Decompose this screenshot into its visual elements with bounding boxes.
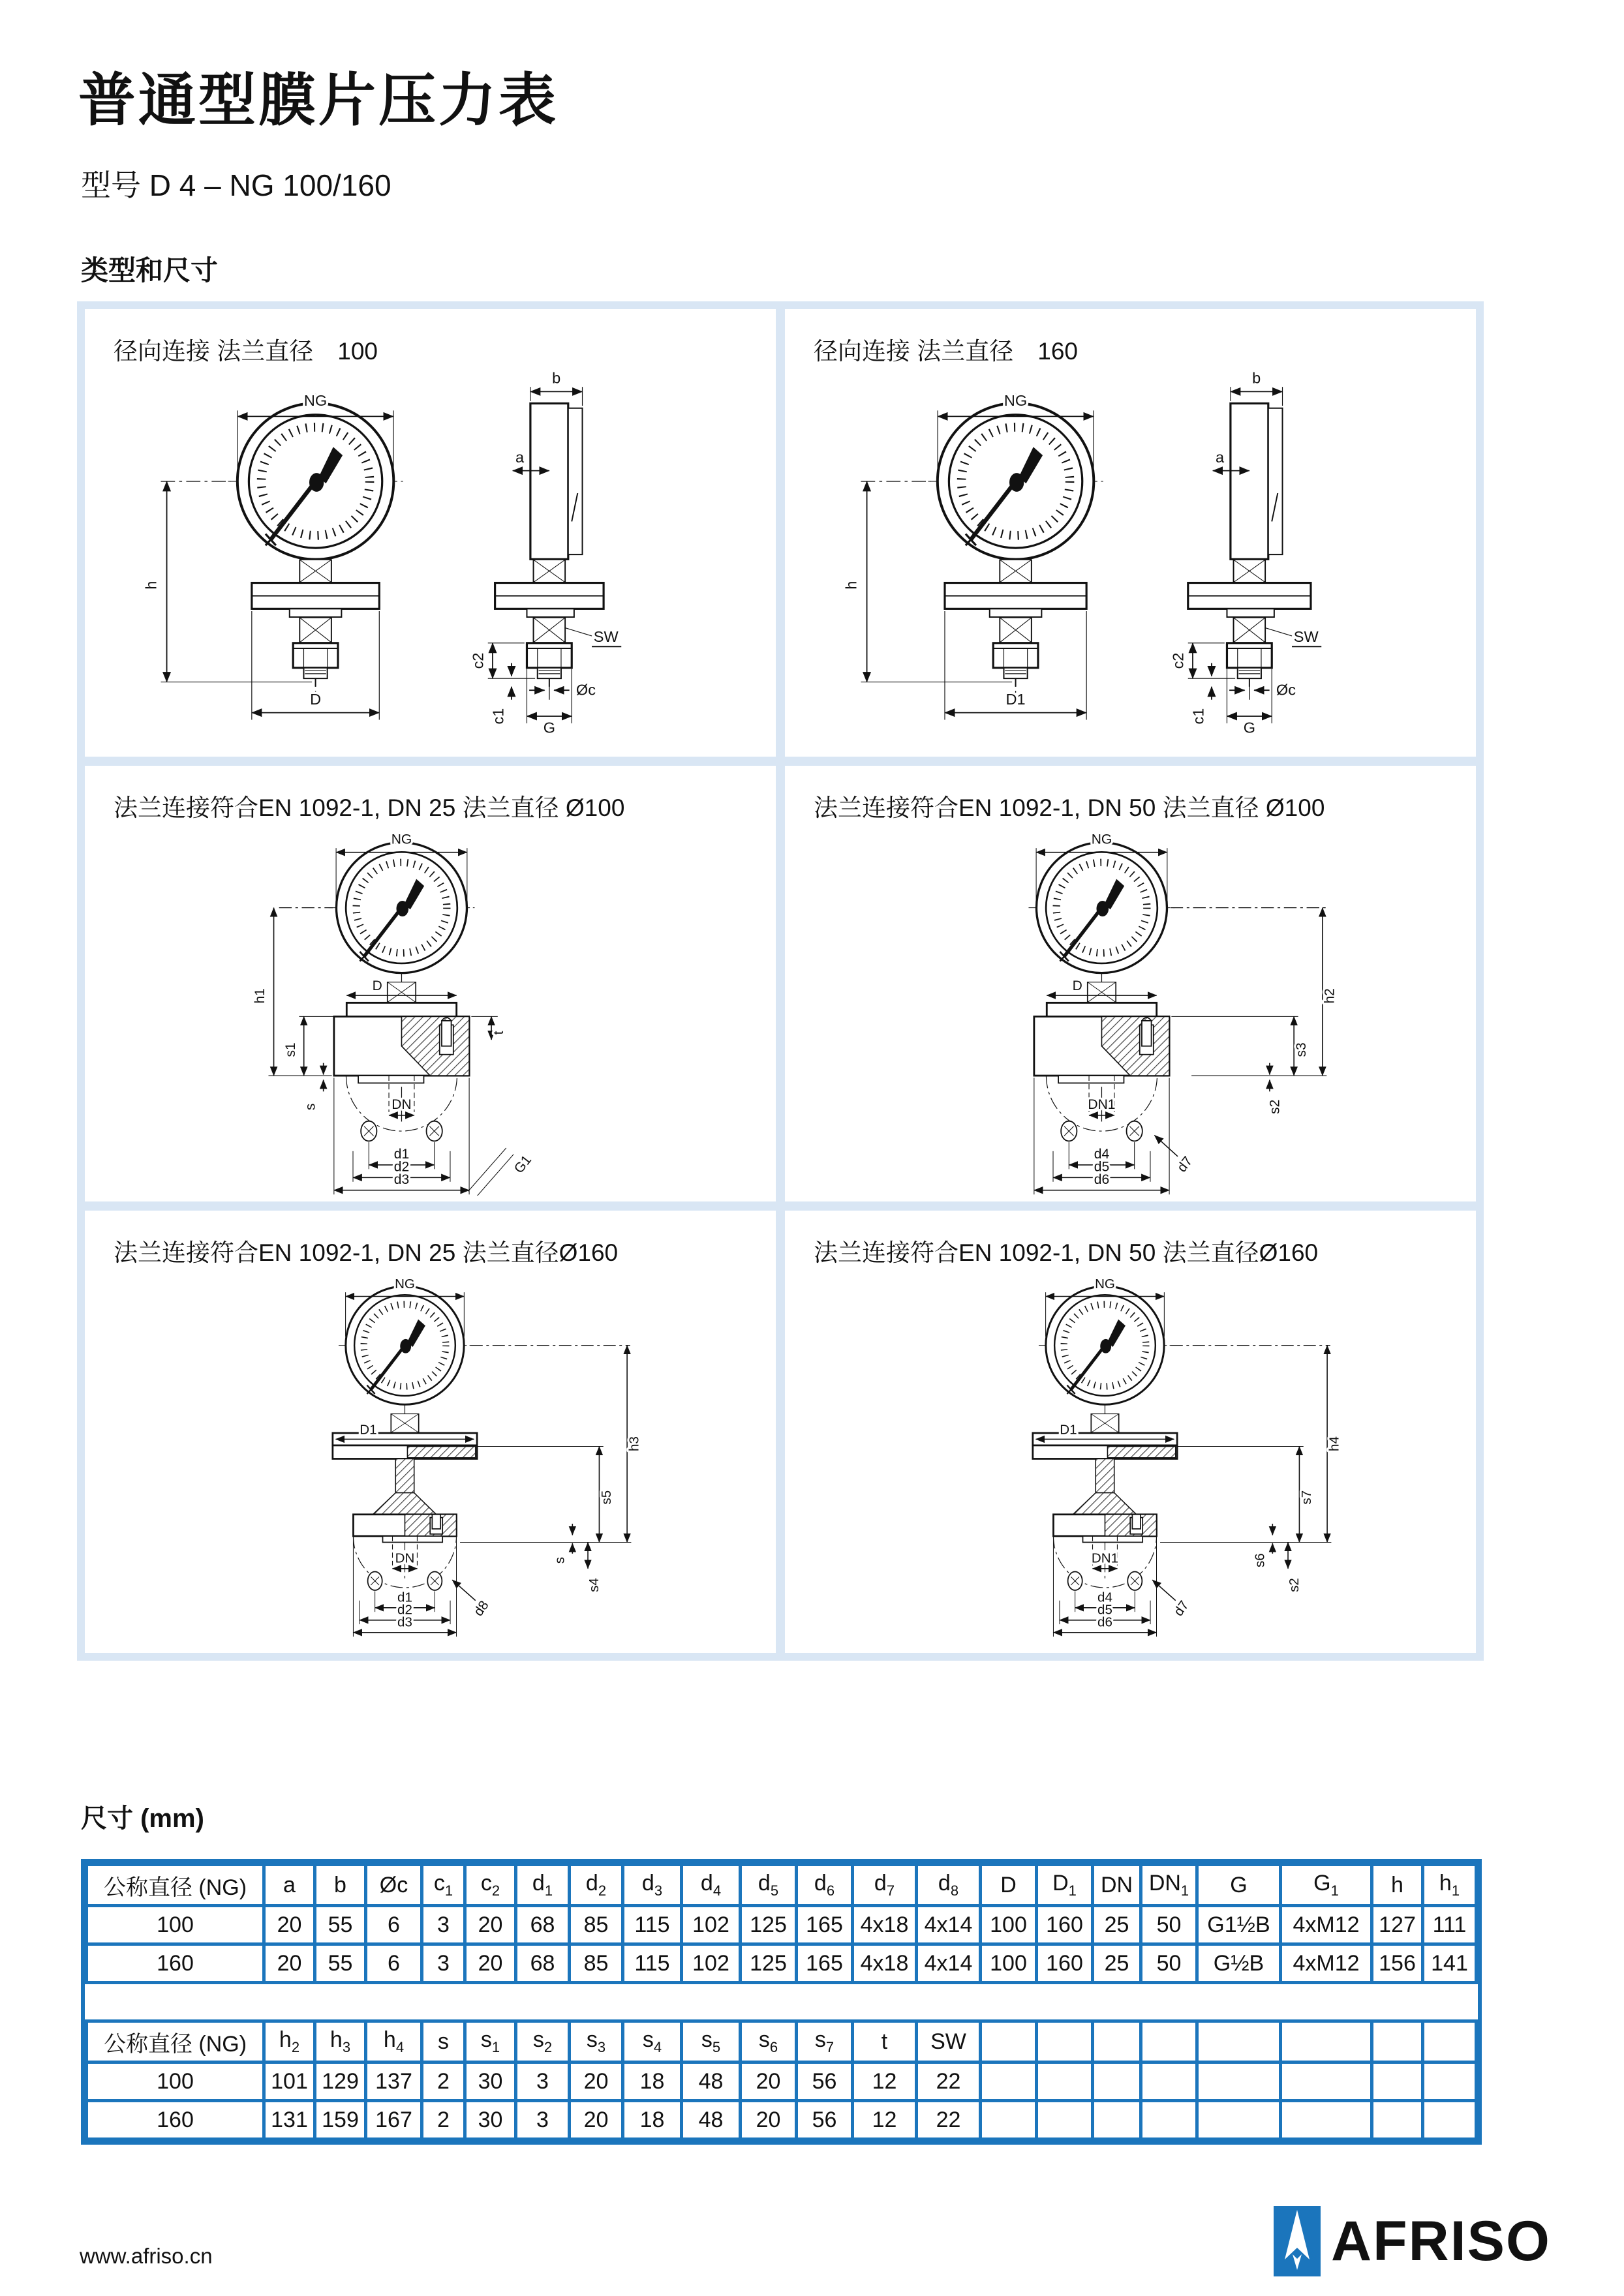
brand-block [1274, 2206, 1551, 2276]
table-cell: 18 [623, 2101, 682, 2139]
table-cell: 20 [570, 2062, 623, 2101]
table-cell: 6 [366, 1906, 422, 1944]
dim-label: D1 [1059, 1422, 1077, 1438]
table-cell: 30 [465, 2101, 516, 2139]
table-cell: 3 [516, 2101, 570, 2139]
panel-header: 法兰连接符合EN 1092-1, DN 50 法兰直径 Ø100 [814, 794, 1325, 821]
table-cell: 102 [682, 1944, 741, 1983]
dim-label: h4 [1326, 1436, 1341, 1451]
col-header: $d_4$ [682, 1865, 741, 1906]
table-cell: G½B [1197, 1944, 1281, 1983]
table-cell: 4x14 [917, 1906, 981, 1944]
col-header [1372, 2021, 1423, 2062]
table-cell: 48 [682, 2062, 741, 2101]
table-cell: 131 [264, 2101, 315, 2139]
table-cell: 2 [422, 2062, 465, 2101]
panel-header: 径向连接 法兰直径 100 [114, 338, 378, 365]
dim-label: a [515, 448, 524, 466]
gauge-front-view [842, 392, 1103, 719]
table-cell: 160 [87, 2101, 264, 2139]
table-cell: 160 [87, 1944, 264, 1983]
dim-label: c2 [1169, 652, 1187, 669]
table-cell: 160 [1037, 1944, 1093, 1983]
table-cell: 85 [570, 1906, 623, 1944]
table-cell: 4xM12 [1281, 1944, 1372, 1983]
drawings-grid [77, 301, 1484, 1661]
table-cell [1423, 2101, 1477, 2139]
footer-url[interactable]: www.afriso.cn [80, 2244, 213, 2268]
dim-label: c1 [1189, 708, 1206, 725]
col-header: b [315, 1865, 366, 1906]
col-header: t [853, 2021, 917, 2062]
col-header: 公称直径 (NG) [87, 1865, 264, 1906]
dim-label: D1 [359, 1422, 377, 1438]
dim-label: SW [593, 628, 619, 646]
table-row [87, 2062, 1477, 2101]
dim-label: h [842, 581, 859, 590]
col-header: $h_2$ [264, 2021, 315, 2062]
table-cell: 167 [366, 2101, 422, 2139]
table-cell: 100 [87, 2062, 264, 2101]
table-cell: 50 [1141, 1944, 1197, 1983]
table-cell [1141, 2101, 1197, 2139]
table-cell: 3 [422, 1944, 465, 1983]
col-header: $d_3$ [623, 1865, 682, 1906]
table-cell: 48 [682, 2101, 741, 2139]
panel-header: 法兰连接符合EN 1092-1, DN 25 法兰直径 Ø100 [114, 794, 625, 821]
col-header: $s_1$ [465, 2021, 516, 2062]
dim-label: h3 [626, 1436, 641, 1451]
afriso-logo-icon [1274, 2206, 1321, 2276]
table-cell: 56 [797, 2101, 853, 2139]
dimensions-table-2 [85, 2019, 1478, 2141]
col-header: G [1197, 1865, 1281, 1906]
table-cell: 4xM12 [1281, 1906, 1372, 1944]
dim-label: h [142, 581, 159, 590]
table-cell [1037, 2101, 1093, 2139]
dimensions-table-1 [85, 1863, 1478, 1984]
table-cell [1141, 2062, 1197, 2101]
dim-label: d2 [393, 1159, 409, 1175]
dimensions-label: 尺寸 (mm) [81, 1804, 204, 1833]
dim-label: SW [1293, 628, 1319, 646]
dim-label: G [543, 719, 555, 735]
col-header: $D_1$ [1037, 1865, 1093, 1906]
table-cell: 125 [741, 1906, 797, 1944]
table-cell: 30 [465, 2062, 516, 2101]
panel-en1092-dn50-100 [785, 766, 1476, 1201]
panel-en1092-dn50-160 [785, 1211, 1476, 1653]
table-cell [1281, 2062, 1372, 2101]
table-cell: 20 [264, 1906, 315, 1944]
col-header [1141, 2021, 1197, 2062]
col-header: $s_7$ [797, 2021, 853, 2062]
col-header [1093, 2021, 1141, 2062]
panel-en1092-dn25-100 [85, 766, 776, 1201]
dimensions-table [81, 1859, 1482, 2145]
dim-label: s2 [1266, 1099, 1282, 1114]
table-cell: 160 [1037, 1906, 1093, 1944]
panel-header: 法兰连接符合EN 1092-1, DN 25 法兰直径Ø160 [114, 1239, 619, 1266]
dim-label: d1 [397, 1590, 412, 1605]
dim-label: G1 [511, 1152, 534, 1177]
dim-label: D [309, 690, 321, 708]
col-header: $s_2$ [516, 2021, 570, 2062]
dim-label: d3 [393, 1172, 409, 1188]
col-header: $c_1$ [422, 1865, 465, 1906]
col-header: $h_4$ [366, 2021, 422, 2062]
table-cell: 12 [853, 2101, 917, 2139]
col-header: $d_5$ [741, 1865, 797, 1906]
dim-label: d1 [393, 1147, 409, 1162]
table-cell: 102 [682, 1906, 741, 1944]
table-cell [1281, 2101, 1372, 2139]
dim-label: s2 [1286, 1578, 1302, 1592]
col-header [981, 2021, 1037, 2062]
col-header: $d_2$ [570, 1865, 623, 1906]
dim-label: s3 [1293, 1042, 1309, 1057]
col-header: s [422, 2021, 465, 2062]
table-cell: 20 [570, 2101, 623, 2139]
table-cell: 4x18 [853, 1906, 917, 1944]
gauge-flange-view [332, 1276, 641, 1637]
table-cell: 101 [264, 2062, 315, 2101]
dim-label: h2 [1322, 988, 1338, 1004]
table-cell: G1½B [1197, 1906, 1281, 1944]
table-cell: 20 [264, 1944, 315, 1983]
table-cell: 68 [516, 1906, 570, 1944]
table-cell: 129 [315, 2062, 366, 2101]
dim-label: D1 [1005, 690, 1026, 708]
dim-label: NG [391, 832, 412, 847]
table-cell: 20 [741, 2101, 797, 2139]
technical-drawing-dn50-160 [860, 1271, 1402, 1642]
page-title: 普通型膜片压力表 [78, 68, 559, 132]
table-cell: 141 [1423, 1944, 1477, 1983]
table-cell: 20 [741, 2062, 797, 2101]
col-header: $s_4$ [623, 2021, 682, 2062]
table-cell: 127 [1372, 1906, 1423, 1944]
gauge-flange-view [1032, 1276, 1341, 1637]
dim-label: d5 [1094, 1159, 1109, 1175]
col-header: $s_5$ [682, 2021, 741, 2062]
table-header-row [87, 1865, 1477, 1906]
col-header: $c_2$ [465, 1865, 516, 1906]
dim-label: d4 [1097, 1590, 1112, 1605]
col-header: $d_1$ [516, 1865, 570, 1906]
dim-label: Øc [575, 681, 596, 699]
table-cell: 85 [570, 1944, 623, 1983]
dim-label: s7 [1298, 1490, 1314, 1505]
table-cell: 100 [981, 1906, 1037, 1944]
col-header: $DN_1$ [1141, 1865, 1197, 1906]
dim-label: NG [1094, 1276, 1115, 1292]
table-cell: 4x14 [917, 1944, 981, 1983]
model-label: 型号 D 4 – NG 100/160 [81, 168, 391, 202]
table-spacer [85, 1984, 1478, 2019]
table-cell [1197, 2101, 1281, 2139]
dim-label: d7 [1171, 1597, 1192, 1619]
table-cell [981, 2101, 1037, 2139]
table-cell: 111 [1423, 1906, 1477, 1944]
dim-label: d4 [1094, 1147, 1109, 1162]
dim-label: d5 [1097, 1602, 1112, 1618]
table-cell: 165 [797, 1906, 853, 1944]
table-cell: 18 [623, 2062, 682, 2101]
table-row [87, 1906, 1477, 1944]
table-cell: 22 [917, 2101, 981, 2139]
dim-label: NG [1091, 832, 1112, 847]
dim-label: DN1 [1091, 1550, 1118, 1566]
dim-label: d7 [1174, 1153, 1195, 1175]
table-cell: 6 [366, 1944, 422, 1983]
table-cell [981, 2062, 1037, 2101]
technical-drawing-radial-100 [121, 369, 741, 735]
table-cell: 25 [1093, 1944, 1141, 1983]
dim-label: s4 [586, 1578, 602, 1592]
dim-label: G [1243, 719, 1255, 735]
dim-label: c2 [469, 652, 487, 669]
table-cell: 156 [1372, 1944, 1423, 1983]
col-header [1423, 2021, 1477, 2062]
table-cell: 3 [422, 1906, 465, 1944]
table-cell: 12 [853, 2062, 917, 2101]
table-cell [1372, 2101, 1423, 2139]
dim-label: DN [391, 1097, 412, 1113]
dim-label: s [552, 1557, 568, 1564]
dim-label: d3 [397, 1614, 412, 1630]
col-header: $s_6$ [741, 2021, 797, 2062]
panel-header: 径向连接 法兰直径 160 [814, 338, 1079, 365]
brand-name: AFRISO [1331, 2209, 1551, 2273]
table-cell [1093, 2062, 1141, 2101]
col-header: DN [1093, 1865, 1141, 1906]
table-cell: 115 [623, 1906, 682, 1944]
table-cell [1423, 2062, 1477, 2101]
technical-drawing-dn50-100 [853, 826, 1408, 1196]
panel-en1092-dn25-160 [85, 1211, 776, 1653]
col-header: 公称直径 (NG) [87, 2021, 264, 2062]
dim-label: s1 [283, 1042, 298, 1057]
col-header: $d_6$ [797, 1865, 853, 1906]
table-cell: 50 [1141, 1906, 1197, 1944]
col-header: a [264, 1865, 315, 1906]
gauge-side-view [469, 370, 621, 735]
col-header: h [1372, 1865, 1423, 1906]
table-cell: 159 [315, 2101, 366, 2139]
table-cell: 100 [87, 1906, 264, 1944]
col-header: $d_7$ [853, 1865, 917, 1906]
col-header: $G_1$ [1281, 1865, 1372, 1906]
table-cell: 100 [981, 1944, 1037, 1983]
col-header: $h_1$ [1423, 1865, 1477, 1906]
dim-label: b [1251, 369, 1261, 387]
table-cell: 25 [1093, 1906, 1141, 1944]
col-header [1281, 2021, 1372, 2062]
gauge-flange-view [253, 832, 534, 1196]
table-cell: 115 [623, 1944, 682, 1983]
dim-label: d8 [470, 1597, 492, 1619]
table-cell: 56 [797, 2062, 853, 2101]
table-header-row [87, 2021, 1477, 2062]
table-cell: 125 [741, 1944, 797, 1983]
dim-label: d6 [1094, 1172, 1109, 1188]
col-header [1037, 2021, 1093, 2062]
table-cell [1093, 2101, 1141, 2139]
col-header: $d_8$ [917, 1865, 981, 1906]
dim-label: c1 [489, 708, 506, 725]
table-cell [1197, 2062, 1281, 2101]
panel-radial-100 [85, 309, 776, 757]
col-header [1197, 2021, 1281, 2062]
table-cell: 22 [917, 2062, 981, 2101]
dim-label: D [372, 978, 382, 993]
table-cell: 137 [366, 2062, 422, 2101]
dim-label: NG [1004, 392, 1027, 410]
dim-label: NG [394, 1276, 415, 1292]
dim-label: DN1 [1087, 1097, 1116, 1113]
dim-label: Øc [1276, 681, 1296, 699]
table-cell: 55 [315, 1906, 366, 1944]
table-row [87, 1944, 1477, 1983]
col-header: $s_3$ [570, 2021, 623, 2062]
technical-drawing-dn25-100 [153, 826, 708, 1196]
table-row [87, 2101, 1477, 2139]
gauge-side-view [1169, 370, 1321, 735]
table-cell: 68 [516, 1944, 570, 1983]
gauge-front-view [142, 392, 403, 719]
dim-label: d6 [1097, 1614, 1112, 1630]
dim-label: DN [395, 1550, 414, 1566]
technical-drawing-radial-160 [821, 369, 1441, 735]
technical-drawing-dn25-160 [160, 1271, 701, 1642]
panel-header: 法兰连接符合EN 1092-1, DN 50 法兰直径Ø160 [814, 1239, 1319, 1266]
dim-label: d2 [397, 1602, 412, 1618]
table-cell: 55 [315, 1944, 366, 1983]
col-header: Øc [366, 1865, 422, 1906]
dim-label: s6 [1252, 1553, 1268, 1567]
dim-label: b [551, 369, 560, 387]
table-cell: 2 [422, 2101, 465, 2139]
dim-label: s [303, 1103, 318, 1111]
table-cell: 165 [797, 1944, 853, 1983]
dim-label: s5 [598, 1490, 614, 1505]
col-header: $h_3$ [315, 2021, 366, 2062]
dim-label: NG [303, 392, 327, 410]
dim-label: a [1215, 448, 1224, 466]
table-cell [1037, 2062, 1093, 2101]
dim-label: D [1072, 978, 1082, 993]
table-cell: 20 [465, 1906, 516, 1944]
section-heading: 类型和尺寸 [81, 255, 219, 286]
col-header: SW [917, 2021, 981, 2062]
dim-label: h1 [252, 988, 268, 1004]
table-cell: 20 [465, 1944, 516, 1983]
panel-radial-160 [785, 309, 1476, 757]
table-cell: 3 [516, 2062, 570, 2101]
gauge-flange-view [1028, 832, 1337, 1195]
col-header: D [981, 1865, 1037, 1906]
dim-label: t [491, 1031, 506, 1035]
table-cell: 4x18 [853, 1944, 917, 1983]
table-cell [1372, 2062, 1423, 2101]
